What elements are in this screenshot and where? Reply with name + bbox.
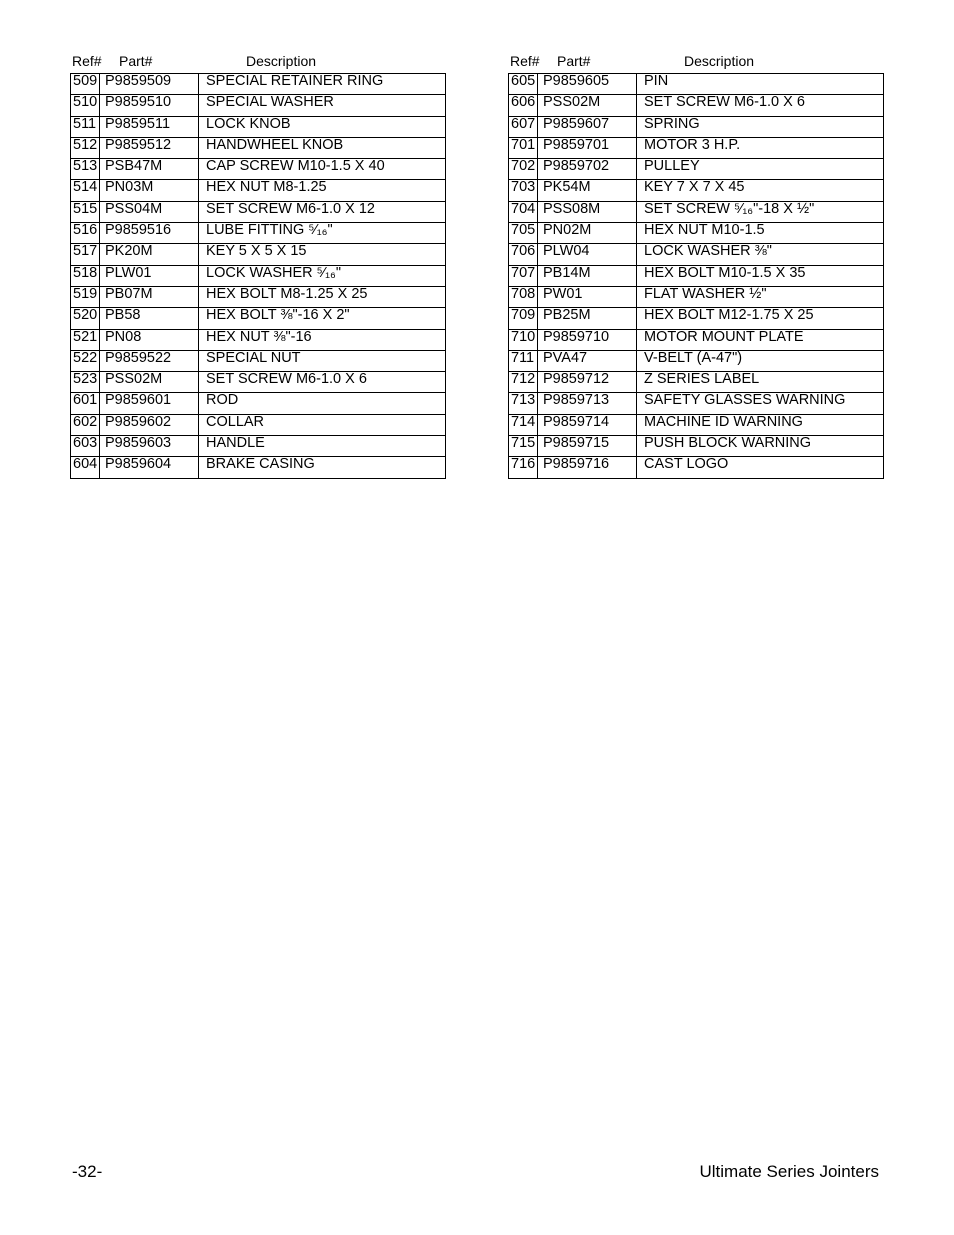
table-row [509,223,884,244]
description-cell: SPRING [637,116,884,137]
ref-cell: 709 [509,308,538,329]
table-row [509,393,884,414]
part-number-cell: PSS04M [100,201,199,222]
ref-cell: 512 [71,137,100,158]
header-part: Part# [557,53,591,69]
table-row [509,350,884,371]
part-number-cell: PSB47M [100,159,199,180]
table-row [509,308,884,329]
table-row [509,414,884,435]
ref-cell: 706 [509,244,538,265]
table-row [509,329,884,350]
ref-cell: 714 [509,414,538,435]
table-row [71,201,446,222]
ref-cell: 518 [71,265,100,286]
part-number-cell: P9859601 [100,393,199,414]
description-cell: V-BELT (A-47") [637,350,884,371]
ref-cell: 703 [509,180,538,201]
description-cell: HEX BOLT M8-1.25 X 25 [199,286,446,307]
ref-cell: 705 [509,223,538,244]
description-cell: PIN [637,74,884,95]
ref-cell: 702 [509,159,538,180]
description-cell: HEX NUT ⅜"-16 [199,329,446,350]
ref-cell: 708 [509,286,538,307]
part-number-cell: P9859511 [100,116,199,137]
part-number-cell: PW01 [538,286,637,307]
part-number-cell: PN02M [538,223,637,244]
parts-table-right [508,73,884,479]
description-cell: SPECIAL RETAINER RING [199,74,446,95]
part-number-cell: P9859712 [538,372,637,393]
description-cell: CAP SCREW M10-1.5 X 40 [199,159,446,180]
table-row [71,265,446,286]
ref-cell: 519 [71,286,100,307]
description-cell: KEY 5 X 5 X 15 [199,244,446,265]
part-number-cell: PK54M [538,180,637,201]
part-number-cell: PLW01 [100,265,199,286]
description-cell: MOTOR 3 H.P. [637,137,884,158]
ref-cell: 517 [71,244,100,265]
table-row [71,436,446,457]
part-number-cell: PN08 [100,329,199,350]
part-number-cell: P9859713 [538,393,637,414]
part-number-cell: P9859602 [100,414,199,435]
description-cell: BRAKE CASING [199,457,446,478]
table-row [509,286,884,307]
description-cell: MOTOR MOUNT PLATE [637,329,884,350]
description-cell: HANDWHEEL KNOB [199,137,446,158]
ref-cell: 509 [71,74,100,95]
part-number-cell: PK20M [100,244,199,265]
part-number-cell: P9859509 [100,74,199,95]
ref-cell: 713 [509,393,538,414]
ref-cell: 603 [71,436,100,457]
ref-cell: 602 [71,414,100,435]
part-number-cell: P9859607 [538,116,637,137]
part-number-cell: PB14M [538,265,637,286]
ref-cell: 704 [509,201,538,222]
ref-cell: 710 [509,329,538,350]
parts-table-right-section [508,51,884,479]
table-row [509,265,884,286]
header-description: Description [246,53,317,69]
description-cell: SET SCREW M6-1.0 X 6 [637,95,884,116]
part-number-cell: PB25M [538,308,637,329]
ref-cell: 521 [71,329,100,350]
ref-cell: 716 [509,457,538,478]
ref-cell: 515 [71,201,100,222]
table-row [71,244,446,265]
part-number-cell: P9859604 [100,457,199,478]
description-cell: SET SCREW M6-1.0 X 6 [199,372,446,393]
part-number-cell: PN03M [100,180,199,201]
description-cell: FLAT WASHER ½" [637,286,884,307]
description-cell: HEX BOLT M10-1.5 X 35 [637,265,884,286]
description-cell: LOCK KNOB [199,116,446,137]
part-number-cell: P9859715 [538,436,637,457]
table-row [509,457,884,478]
ref-cell: 701 [509,137,538,158]
description-cell: SET SCREW ⁵⁄₁₆"-18 X ½" [637,201,884,222]
description-cell: LOCK WASHER ⁵⁄₁₆" [199,265,446,286]
part-number-cell: P9859512 [100,137,199,158]
table-row [509,201,884,222]
table-row [509,116,884,137]
table-row [71,159,446,180]
table-row [509,159,884,180]
description-cell: HEX BOLT ⅜"-16 X 2" [199,308,446,329]
table-row [71,116,446,137]
column-headers [508,51,884,73]
header-description: Description [684,53,755,69]
part-number-cell: PLW04 [538,244,637,265]
description-cell: HEX BOLT M12-1.75 X 25 [637,308,884,329]
part-number-cell: P9859716 [538,457,637,478]
part-number-cell: P9859603 [100,436,199,457]
part-number-cell: P9859522 [100,350,199,371]
part-number-cell: P9859701 [538,137,637,158]
description-cell: HEX NUT M8-1.25 [199,180,446,201]
table-row [509,180,884,201]
description-cell: SET SCREW M6-1.0 X 12 [199,201,446,222]
description-cell: CAST LOGO [637,457,884,478]
description-cell: PULLEY [637,159,884,180]
table-row [71,180,446,201]
description-cell: LUBE FITTING ⁵⁄₁₆" [199,223,446,244]
ref-cell: 513 [71,159,100,180]
page-number: -32- [72,1162,103,1181]
ref-cell: 523 [71,372,100,393]
description-cell: COLLAR [199,414,446,435]
description-cell: SAFETY GLASSES WARNING [637,393,884,414]
table-row [509,95,884,116]
ref-cell: 510 [71,95,100,116]
table-row [71,95,446,116]
part-number-cell: PB58 [100,308,199,329]
ref-cell: 605 [509,74,538,95]
header-ref: Ref# [510,53,540,69]
ref-cell: 707 [509,265,538,286]
description-cell: PUSH BLOCK WARNING [637,436,884,457]
table-row [71,457,446,478]
table-row [71,372,446,393]
ref-cell: 606 [509,95,538,116]
description-cell: LOCK WASHER ⅜" [637,244,884,265]
table-row [509,244,884,265]
table-row [71,329,446,350]
ref-cell: 604 [71,457,100,478]
header-ref: Ref# [72,53,102,69]
table-row [71,286,446,307]
part-number-cell: PSS02M [100,372,199,393]
table-row [509,137,884,158]
ref-cell: 511 [71,116,100,137]
part-number-cell: P9859702 [538,159,637,180]
table-row [71,74,446,95]
part-number-cell: P9859516 [100,223,199,244]
table-row [509,436,884,457]
ref-cell: 601 [71,393,100,414]
part-number-cell: PSS08M [538,201,637,222]
ref-cell: 516 [71,223,100,244]
ref-cell: 520 [71,308,100,329]
ref-cell: 514 [71,180,100,201]
document-title: Ultimate Series Jointers [699,1162,879,1181]
description-cell: ROD [199,393,446,414]
description-cell: SPECIAL WASHER [199,95,446,116]
part-number-cell: P9859510 [100,95,199,116]
description-cell: MACHINE ID WARNING [637,414,884,435]
table-row [71,223,446,244]
table-row [509,372,884,393]
table-row [71,308,446,329]
description-cell: Z SERIES LABEL [637,372,884,393]
ref-cell: 711 [509,350,538,371]
part-number-cell: P9859605 [538,74,637,95]
table-row [71,350,446,371]
ref-cell: 712 [509,372,538,393]
parts-table-left-section [70,51,446,479]
ref-cell: 607 [509,116,538,137]
table-row [71,137,446,158]
description-cell: HEX NUT M10-1.5 [637,223,884,244]
parts-table-left [70,73,446,479]
ref-cell: 522 [71,350,100,371]
table-row [509,74,884,95]
part-number-cell: P9859714 [538,414,637,435]
part-number-cell: PB07M [100,286,199,307]
description-cell: SPECIAL NUT [199,350,446,371]
part-number-cell: P9859710 [538,329,637,350]
ref-cell: 715 [509,436,538,457]
description-cell: HANDLE [199,436,446,457]
table-row [71,393,446,414]
description-cell: KEY 7 X 7 X 45 [637,180,884,201]
part-number-cell: PVA47 [538,350,637,371]
column-headers [70,51,446,73]
part-number-cell: PSS02M [538,95,637,116]
table-row [71,414,446,435]
header-part: Part# [119,53,153,69]
